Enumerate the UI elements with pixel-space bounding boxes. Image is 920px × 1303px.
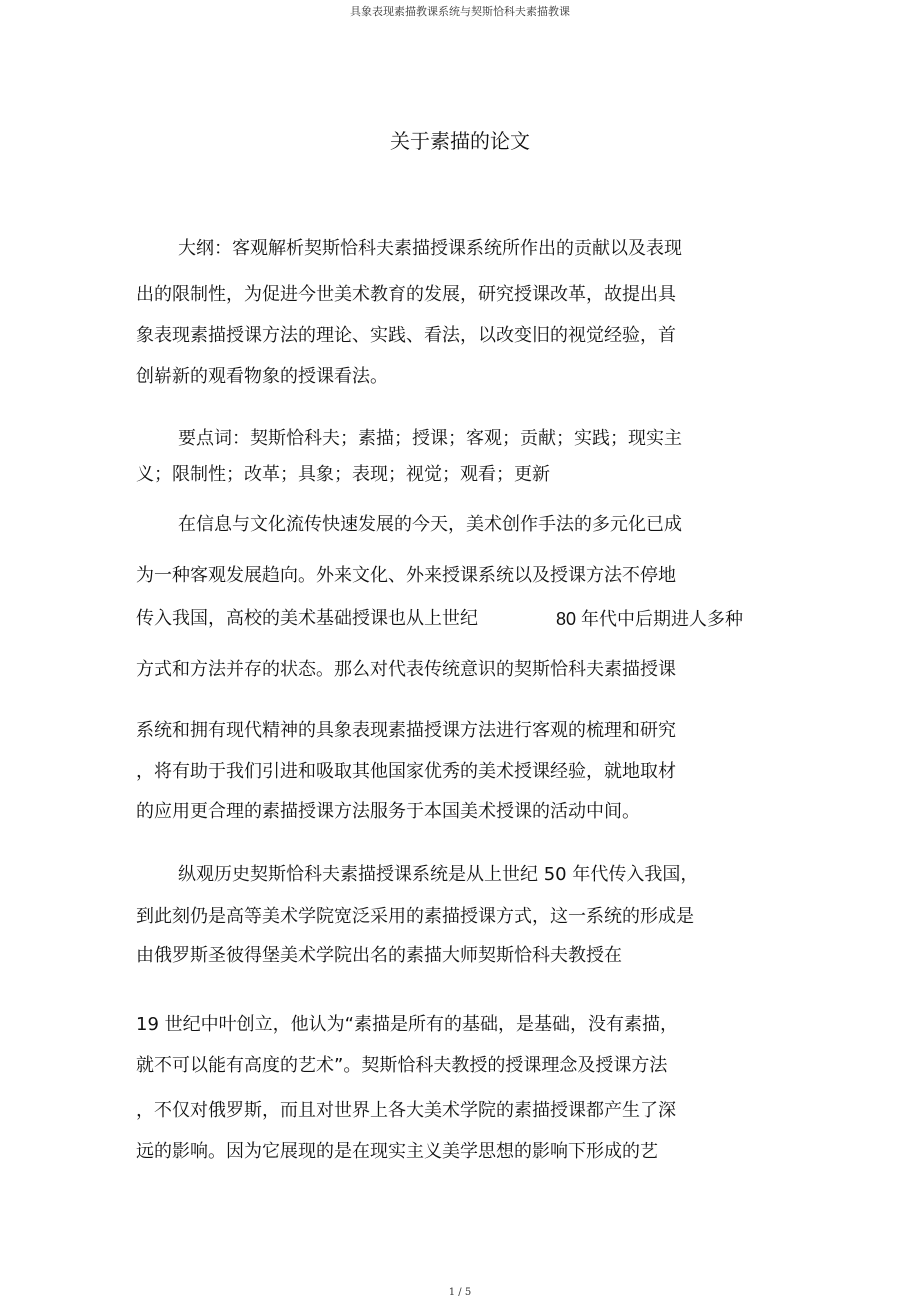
text-line: 远的影响。因为它展现的是在现实主义美学思想的影响下形成的艺 <box>136 1141 658 1162</box>
text-line: 大纲：客观解析契斯恰科夫素描授课系统所作出的贡献以及表现 <box>178 238 682 259</box>
text-line: 方式和方法并存的状态。那么对代表传统意识的契斯恰科夫素描授课 <box>136 659 676 680</box>
text-line: 为一种客观发展趋向。外来文化、外来授课系统以及授课方法不停地 <box>136 565 676 586</box>
text-line: 纵观历史契斯恰科夫素描授课系统是从上世纪 50 年代传入我国， <box>178 864 699 885</box>
text-line: 系统和拥有现代精神的具象表现素描授课方法进行客观的梳理和研究 <box>136 720 676 741</box>
text-line: 的应用更合理的素描授课方法服务于本国美术授课的活动中间。 <box>136 801 640 822</box>
text-line: 到此刻仍是高等美术学院宽泛采用的素描授课方式，这一系统的形成是 <box>136 906 694 927</box>
text-line: 象表现素描授课方法的理论、实践、看法，以改变旧的视觉经验，首 <box>136 325 676 346</box>
text-line: 由俄罗斯圣彼得堡美术学院出名的素描大师契斯恰科夫教授在 <box>136 945 622 966</box>
text-line: 出的限制性，为促进今世美术教育的发展，研究授课改革，故提出具 <box>136 284 676 305</box>
text-line: 义；限制性；改革；具象；表现；视觉；观看；更新 <box>136 464 550 485</box>
text-line: 创崭新的观看物象的授课看法。 <box>136 366 388 387</box>
document-title: 关于素描的论文 <box>390 129 530 153</box>
text-line: 传入我国，高校的美术基础授课也从上世纪 <box>136 608 478 629</box>
text-line: 19 世纪中叶创立，他认为“素描是所有的基础，是基础，没有素描， <box>136 1014 678 1035</box>
text-line: 在信息与文化流传快速发展的今天，美术创作手法的多元化已成 <box>178 514 682 535</box>
text-line: 就不可以能有高度的艺术”。契斯恰科夫教授的授课理念及授课方法 <box>136 1055 668 1076</box>
running-header: 具象表现素描教课系统与契斯恰科夫素描教课 <box>350 5 570 18</box>
page-number: 1 / 5 <box>448 1287 472 1298</box>
text-line: ，不仅对俄罗斯，而且对世界上各大美术学院的素描授课都产生了深 <box>136 1100 676 1121</box>
text-line: 80 年代中后期进人多种 <box>556 609 744 629</box>
text-line: ，将有助于我们引进和吸取其他国家优秀的美术授课经验，就地取材 <box>136 761 676 782</box>
text-line: 要点词：契斯恰科夫；素描；授课；客观；贡献；实践；现实主 <box>178 428 682 449</box>
